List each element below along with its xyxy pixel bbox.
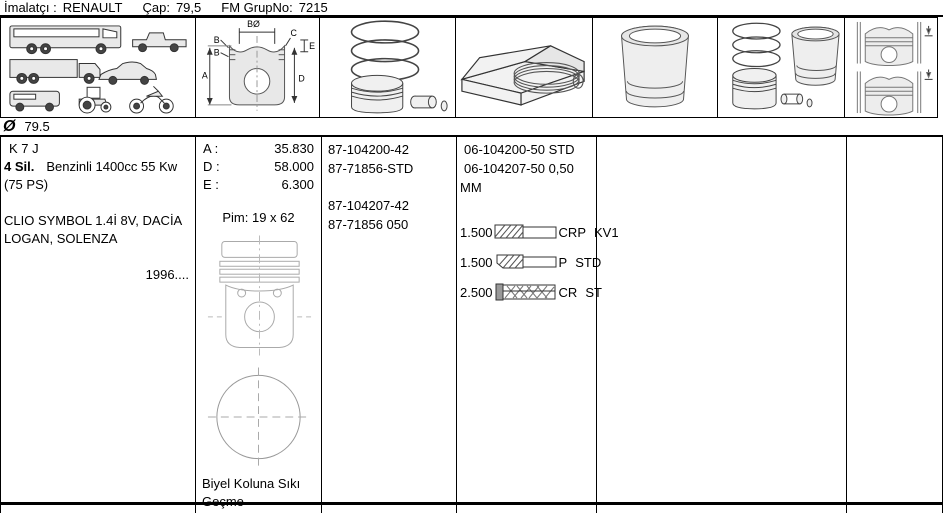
compression-ring-profile-icon [493,221,559,243]
ring-set-box-icon [455,17,593,118]
dimension-row [199,158,318,176]
vehicle-applications-icon [0,17,196,118]
ring-size: 1.500 [460,254,493,270]
ring-variant: STD [575,254,602,270]
piston-clearance-diagram [844,17,938,118]
model-years: 1996.... [145,267,189,282]
ring-set-cell [457,137,619,513]
ring-type: P [558,254,568,270]
empty-cell-1 [597,137,847,513]
piston-top-view-drawing [202,363,316,475]
vehicles-drawing [2,18,194,117]
ring-spec-row [460,247,602,277]
ring-size: 1.500 [460,224,493,240]
liner-drawing [593,18,717,117]
label-bo: BØ [247,19,260,30]
piston-liner-set-icon [717,17,845,118]
piston-side-view-drawing [202,235,316,357]
pin-size: Pim: 19 x 62 [222,210,295,225]
engine-code: K 7 J [9,141,39,156]
ring-set-number: 06-104207-50 0,50 [464,161,574,176]
dim-label-a: A : [203,141,219,156]
clearance-drawing [845,18,937,117]
label-a: A [201,70,208,81]
piston-with-rings-icon [319,17,456,118]
ring-spec-row [460,277,602,307]
ring-type: CRP [558,224,586,240]
dim-value-e: 6.300 [281,177,314,192]
oil-control-ring-profile-icon [493,281,559,303]
pictogram-row [0,17,943,118]
cylinder-liner-icon [592,17,718,118]
ring-set-number: 06-104200-50 STD [464,142,575,157]
label-e: E [309,40,316,51]
cylinder-count: 4 Sil. [4,159,35,174]
ring-variant: KV1 [594,224,619,240]
manufacturer-value: RENAULT [62,0,123,15]
piston-number: 87-71856-STD [328,161,414,176]
ring-variant: ST [585,284,602,300]
piston-number: 87-104207-42 [328,198,409,213]
ring-box-drawing [456,18,592,117]
dim-label-e: E : [203,177,219,192]
label-d: D [298,73,305,84]
ring-size: 2.500 [460,284,493,300]
dimension-diagram-drawing [196,18,319,117]
group-no-label: FM GrupNo: [221,0,293,15]
dimension-row [199,140,318,158]
dimension-row [199,176,318,194]
piston-part-numbers-cell [322,137,457,513]
engine-description [4,158,192,194]
ring-spec-list [460,217,619,307]
bore-value: 79.5 [24,119,50,134]
vehicle-applications: CLIO SYMBOL 1.4İ 8V, DACİA LOGAN, SOLENZA [4,213,182,246]
dim-label-d: D : [203,159,220,174]
label-b1: B [213,34,220,45]
manufacturer-label: İmalatçı : [4,0,57,15]
rings-piston-drawing [320,18,455,117]
dim-value-a: 35.830 [274,141,314,156]
piston-number: 87-71856 050 [328,217,409,232]
main-table [0,137,943,513]
fit-note: Biyel Koluna Sıkı Geçme [202,476,301,509]
dim-value-d: 58.000 [274,159,314,174]
spacer [325,178,453,196]
group-no-value: 7215 [298,0,328,15]
ring-type: CR [558,284,578,300]
empty-cell-2 [847,137,942,513]
bore-row [0,118,943,137]
label-c: C [290,28,297,39]
dimensions-cell [196,137,322,513]
diameter-icon: Ø [3,117,16,135]
engine-spec: Benzinli 1400cc 55 Kw (75 PS) [4,159,178,192]
piston-dimension-diagram [195,17,320,118]
piston-number: 87-104200-42 [328,142,409,157]
diameter-label: Çap: [142,0,170,15]
taper-ring-profile-icon [493,251,559,273]
ring-spec-row [460,217,619,247]
diameter-value: 79,5 [175,0,202,15]
title-bar [0,0,943,17]
ring-set-unit: MM [460,180,482,195]
label-b2: B [213,47,220,58]
set-drawing [719,18,844,117]
engine-info-cell [1,137,196,513]
